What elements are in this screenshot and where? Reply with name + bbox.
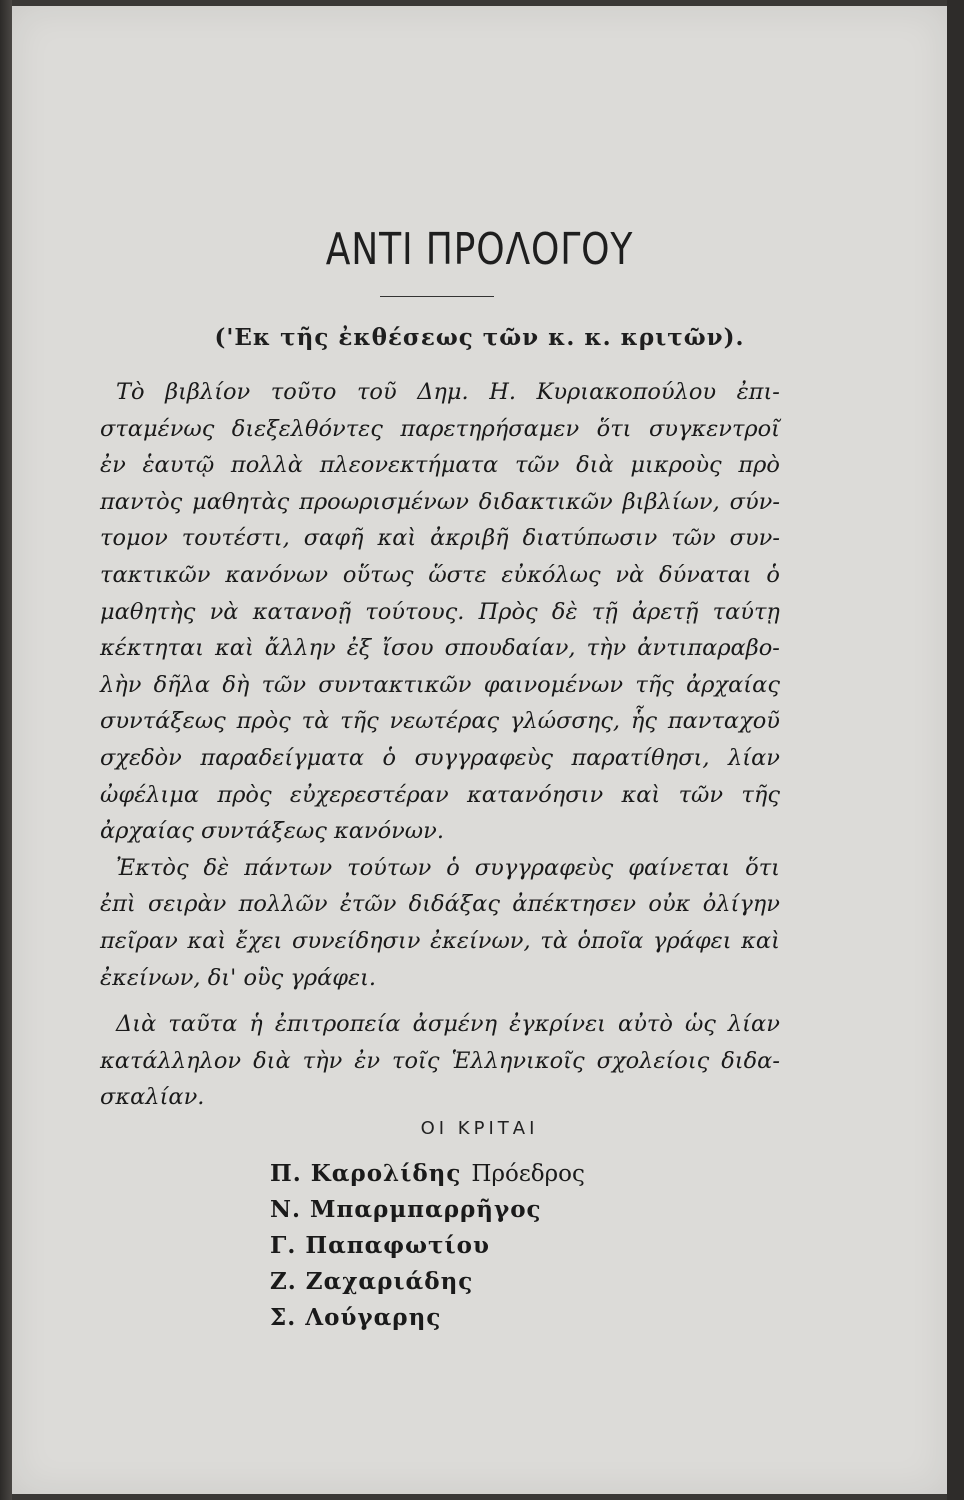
text-line: Διὰ ταῦτα ἡ ἐπιτροπεία ἀσμένη ἐγκρίνει αὐτὸ ὡς λίαν xyxy=(116,1011,780,1038)
critic-entry xyxy=(270,1228,585,1264)
subtitle: ('Εκ τῆς ἐκθέσεως τῶν κ. κ. κριτῶν). xyxy=(214,324,745,351)
body-text xyxy=(100,374,780,1116)
text-line: κατάλληλον διὰ τὴν ἐν τοῖς Ἑλληνικοῖς σχολείοις διδα- xyxy=(100,1047,780,1074)
document-page xyxy=(12,6,947,1494)
critic-entry xyxy=(270,1156,585,1192)
critics-heading: ΟΙ ΚΡΙΤΑΙ xyxy=(420,1118,539,1139)
paragraph-3 xyxy=(100,1006,780,1116)
critic-name: Γ. Παπαφωτίου xyxy=(270,1232,490,1259)
text-line: Ἐκτὸς δὲ πάντων τούτων ὁ συγγραφεὺς φαίνεται ὅτι xyxy=(116,854,780,881)
critic-name: Σ. Λούγαρης xyxy=(270,1304,442,1331)
critic-name: Π. Καρολίδης xyxy=(270,1160,462,1187)
text-line: σχεδὸν παραδείγματα ὁ συγγραφεὺς παρατίθησι, λίαν xyxy=(100,744,780,771)
critic-role: Πρόεδρος xyxy=(471,1161,585,1187)
critic-name: Ν. Μπαρμπαρρῆγος xyxy=(270,1196,542,1223)
text-line: ἀρχαίας συντάξεως κανόνων. xyxy=(100,818,444,845)
title-divider xyxy=(380,296,494,297)
text-line: ὠφέλιμα πρὸς εὐχερεστέραν κατανόησιν καὶ τῶν τῆς xyxy=(100,781,780,808)
text-line: τακτικῶν κανόνων οὕτως ὥστε εὐκόλως νὰ δύναται ὁ xyxy=(100,561,780,588)
text-line: τομον τουτέστι, σαφῆ καὶ ἀκριβῆ διατύπωσιν τῶν συν- xyxy=(100,525,780,552)
critics-list xyxy=(270,1156,585,1336)
text-line: λὴν δῆλα δὴ τῶν συντακτικῶν φαινομένων τῆς ἀρχαίας xyxy=(100,671,780,698)
text-line: ἐπὶ σειρὰν πολλῶν ἐτῶν διδάξας ἀπέκτησεν οὐκ ὀλίγην xyxy=(100,891,780,918)
paragraph-2 xyxy=(100,850,780,996)
critic-entry xyxy=(270,1300,585,1336)
text-line: μαθητὴς νὰ κατανοῇ τούτους. Πρὸς δὲ τῇ ἀρετῇ ταύτῃ xyxy=(100,598,780,625)
critic-entry xyxy=(270,1192,585,1228)
text-line: συντάξεως πρὸς τὰ τῆς νεωτέρας γλώσσης, ἧς πανταχοῦ xyxy=(100,708,780,735)
paragraph-1 xyxy=(100,374,780,850)
critic-name: Ζ. Ζαχαριάδης xyxy=(270,1268,474,1295)
text-line: παντὸς μαθητὰς προωρισμένων διδακτικῶν βιβλίων, σύν- xyxy=(100,488,780,515)
text-line: κέκτηται καὶ ἄλλην ἐξ ἴσου σπουδαίαν, τὴν ἀντιπαραβο- xyxy=(100,635,780,662)
book-spine xyxy=(0,0,12,1500)
page-title: ΑΝΤΙ ΠΡΟΛΟΓΟΥ xyxy=(325,224,634,275)
text-line: σταμένως διεξελθόντες παρετηρήσαμεν ὅτι συγκεντροῖ xyxy=(100,415,780,442)
text-line: ἐν ἑαυτῷ πολλὰ πλεονεκτήματα τῶν διὰ μικροὺς πρὸ xyxy=(100,452,780,479)
critic-entry xyxy=(270,1264,585,1300)
text-line: σκαλίαν. xyxy=(100,1084,205,1111)
text-line: πεῖραν καὶ ἔχει συνείδησιν ἐκείνων, τὰ ὁποῖα γράφει καὶ xyxy=(100,927,780,954)
text-line: ἐκείνων, δι' οὓς γράφει. xyxy=(100,964,377,991)
text-line: Τὸ βιβλίον τοῦτο τοῦ Δημ. Η. Κυριακοπούλου ἐπι- xyxy=(116,379,780,405)
page-edge xyxy=(947,0,964,1500)
